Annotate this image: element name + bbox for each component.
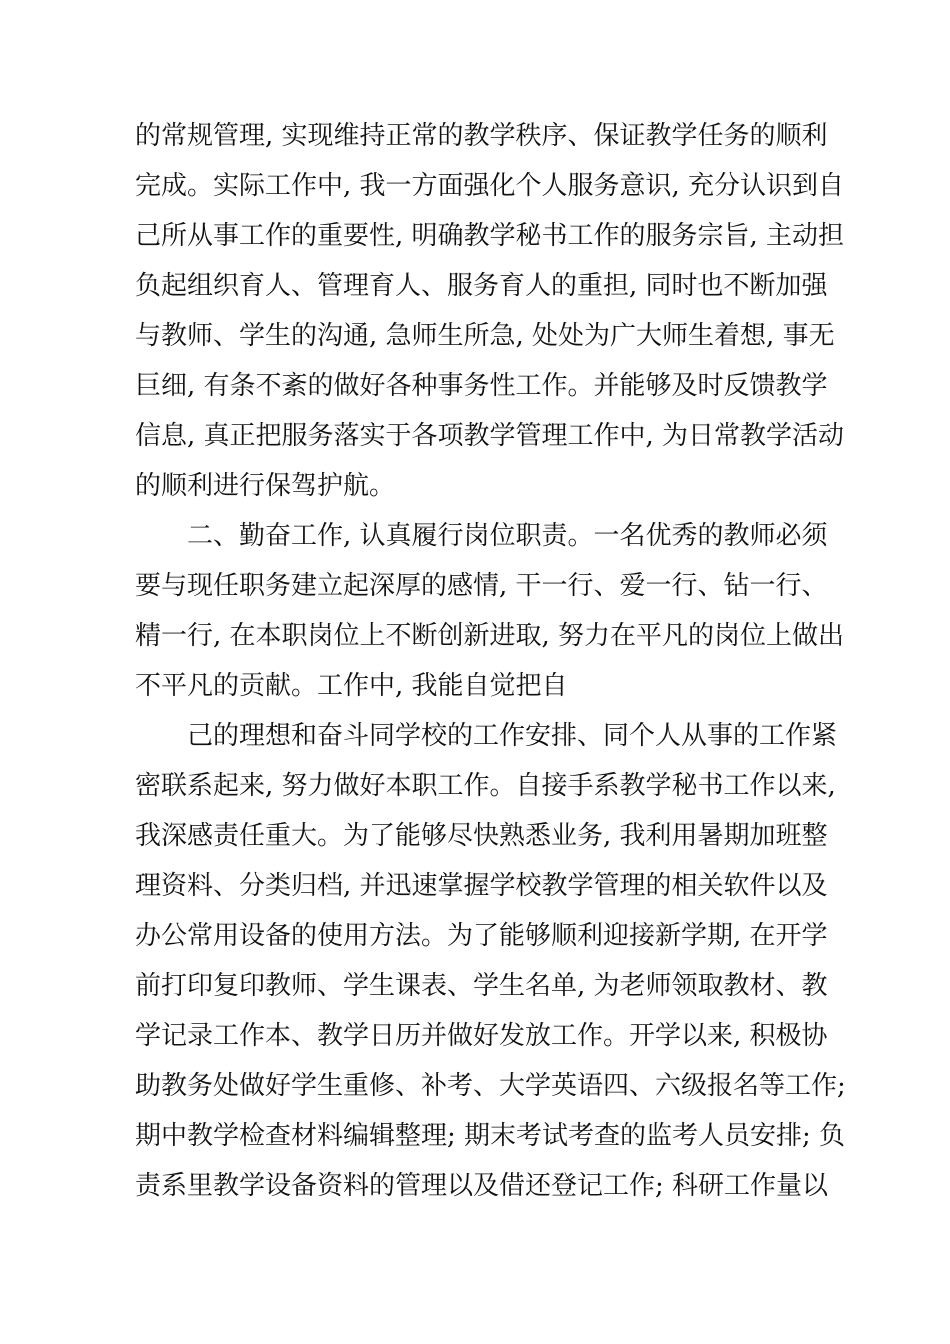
text-line: 办公常用设备的使用方法。为了能够顺利迎接新学期, 在开学 (135, 921, 828, 951)
text-line: 理资料、分类归档, 并迅速掌握学校教学管理的相关软件以及 (135, 871, 828, 901)
text-line: 我深感责任重大。为了能够尽快熟悉业务, 我利用暑期加班整 (135, 821, 828, 851)
text-line: 助教务处做好学生重修、补考、大学英语四、六级报名等工作; (135, 1071, 846, 1101)
text-line: 责系里教学设备资料的管理以及借还登记工作; 科研工作量以 (135, 1171, 829, 1201)
text-line: 密联系起来, 努力做好本职工作。自接手系教学秘书工作以来, (135, 771, 836, 801)
text-line: 要与现任职务建立起深厚的感情, 干一行、爱一行、钻一行、 (135, 571, 828, 601)
paragraph-start-line: 二、勤奋工作, 认真履行岗位职责。一名优秀的教师必须 (187, 521, 828, 551)
text-line: 的常规管理, 实现维持正常的教学秩序、保证教学任务的顺利 (135, 121, 828, 151)
text-line: 巨细, 有条不紊的做好各种事务性工作。并能够及时反馈教学 (135, 371, 828, 401)
text-line: 完成。实际工作中, 我一方面强化个人服务意识, 充分认识到自 (135, 171, 845, 201)
text-line: 学记录工作本、教学日历并做好发放工作。开学以来, 积极协 (135, 1021, 828, 1051)
text-line: 前打印复印教师、学生课表、学生名单, 为老师领取教材、教 (135, 971, 828, 1001)
text-line: 期中教学检查材料编辑整理; 期末考试考查的监考人员安排; 负 (135, 1121, 846, 1151)
text-line: 的顺利进行保驾护航。 (135, 471, 396, 501)
text-line: 负起组织育人、管理育人、服务育人的重担, 同时也不断加强 (135, 271, 828, 301)
paragraph-start-line: 己的理想和奋斗同学校的工作安排、同个人从事的工作紧 (187, 721, 838, 751)
text-line: 信息, 真正把服务落实于各项教学管理工作中, 为日常教学活动 (135, 421, 845, 451)
text-line: 己所从事工作的重要性, 明确教学秘书工作的服务宗旨, 主动担 (135, 221, 845, 251)
text-line: 与教师、学生的沟通, 急师生所急, 处处为广大师生着想, 事无 (135, 321, 835, 351)
body-text (135, 111, 846, 1211)
text-line: 精一行, 在本职岗位上不断创新进取, 努力在平凡的岗位上做出 (135, 621, 845, 651)
text-line: 不平凡的贡献。工作中, 我能自觉把自 (135, 671, 568, 701)
